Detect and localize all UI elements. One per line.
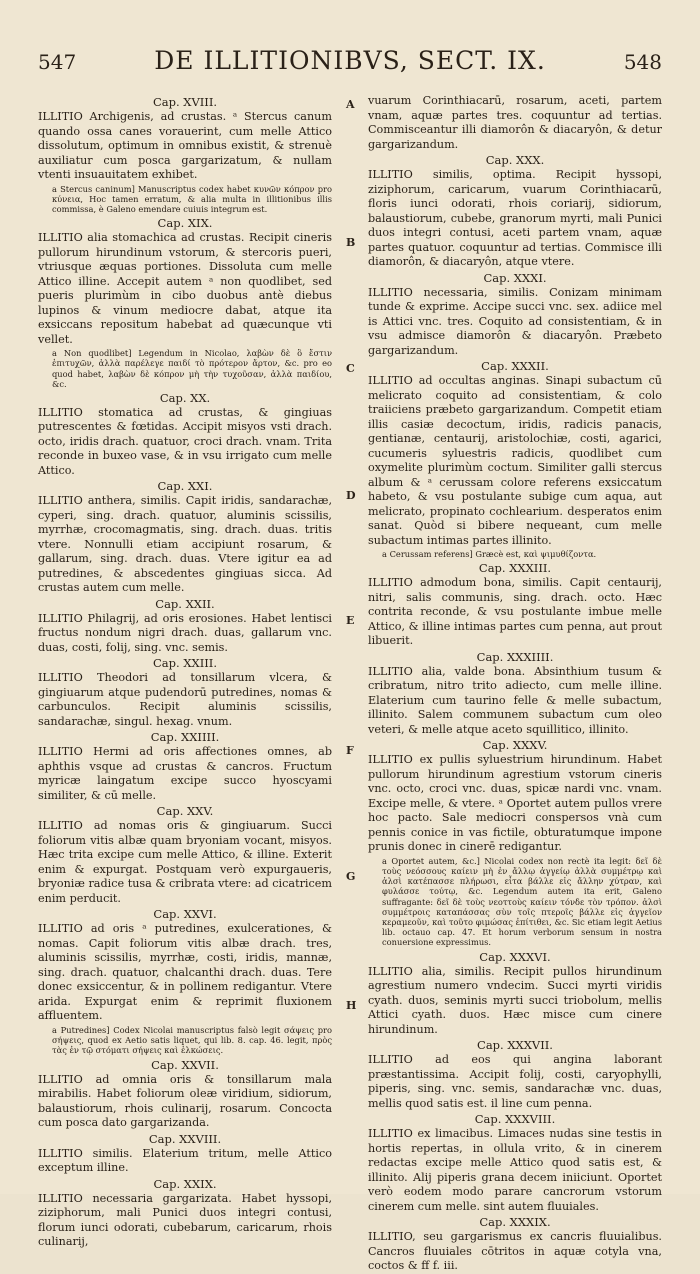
chapter-heading: Cap. XXII. <box>155 596 215 611</box>
recipe-paragraph: ILLITIO necessaria gargarizata. Habet hyssopi, ziziphorum, mali Punici duos integri contusi, florum iunci odorati, cubebarum, caricarum, rhois culinarij, <box>38 1191 332 1249</box>
recipe-paragraph: ILLITIO anthera, similis. Capit iridis, sandarachæ, cyperi, sing. drach. quatuor, aluminis scissilis, myrrhæ, crocomagmatis, sing. drach. duas. tritis vtere. Nonnulli etiam accipiunt rosarum, & gallarum, sing. drach. duas. Vtere igitur ea ad putredines, & abscedentes gingiuas sicca. Ad crustas autem cum melle. <box>38 494 332 595</box>
chapter-heading: Cap. XXXIII. <box>478 561 552 576</box>
annotation-note: a Stercus caninum] Manuscriptus codex habet κυνῶν κόπρον pro κύνεια, Hoc tamen erratum, & alia multa in illitionibus illis commissa, è Galeno emendare cuiuis integrum est. <box>52 183 332 214</box>
margin-letter: E <box>346 614 355 627</box>
chapter-heading: Cap. XIX. <box>157 216 213 231</box>
running-header <box>38 46 662 80</box>
recipe-paragraph: ILLITIO Hermi ad oris affectiones omnes, ab aphthis vsque ad crustas & cancros. Fructum myricæ laingatum excipe succo hyoscyami similiter, & cū melle. <box>38 745 332 802</box>
chapter-heading: Cap. XXVII. <box>151 1057 219 1072</box>
recipe-paragraph: ILLITIO necessaria, similis. Conizam minimam tunde & exprime. Accipe succi vnc. sex. adiice mel is Attici vnc. tres. Coquito ad consistentiam, & in vsu admisce diamorôn & diacaryôn. Præbeto gargarizandum. <box>368 285 662 357</box>
text-columns <box>38 94 662 1273</box>
recipe-paragraph: ILLITIO alia, valde bona. Absinthium tusum & cribratum, nitro trito adiecto, cum melle illine. Elaterium cum taurino felle & melle subactum, illinito. Salem communem subactum cum oleo veteri, & melle atque aceto squillitico, illinito. <box>368 664 662 736</box>
recipe-paragraph: ILLITIO ad nomas oris & gingiuarum. Succi foliorum vitis albæ quam bryoniam vocant, misyos. Hæc trita excipe cum melle Attico, & illine. Exterit enim & expurgat. Postquam verò expurgaueris, bryoniæ radice tusa & cribrata vtere: ad cicatricem enim perducit. <box>38 819 332 905</box>
chapter-heading: Cap. XXV. <box>156 804 214 819</box>
recipe-paragraph: ILLITIO ex pullis syluestrium hirundinum. Habet pullorum hirundinum agrestium vstorum cineris vnc. octo, croci vnc. duas, spicæ nardi vnc. vnam. Excipe melle, & vtere. ᵃ Oportet autem pullos vrere hoc pacto. Sale mediocri conspersos vnà cum pennis conice in vas fictile, obturatumque impone prunis donec in cinerē redigantur. <box>368 753 662 854</box>
margin-letter: B <box>346 236 356 249</box>
recipe-paragraph: ILLITIO alia stomachica ad crustas. Recipit cineris pullorum hirundinum vstorum, & stercoris pueri, vtriusque æquas portiones. Dissoluta cum melle Attico illine. Accepit autem ᵃ non quodlibet, sed pueris plurimùm in cibo duobus antè diebus lupinos & vinum mediocre dabat, atque ita exsiccans repositum habebat ad quæcunque vti vellet. <box>38 231 332 346</box>
margin-letter: G <box>346 870 356 883</box>
recipe-paragraph: ILLITIO admodum bona, similis. Capit centaurij, nitri, salis communis, sing. drach. octo. Hæc contrita reconde, & vsu postulante imbue melle Attico, & illine intimas partes cum penna, aut prout libuerit. <box>368 576 662 648</box>
recipe-paragraph: ILLITIO Philagrij, ad oris erosiones. Habet lentisci fructus nondum nigri drach. duas, gallarum vnc. duas, costi, folij, sing. vnc. semis. <box>38 611 332 654</box>
margin-letter: A <box>346 98 355 111</box>
chapter-heading: Cap. XXI. <box>157 479 213 494</box>
recipe-paragraph: ILLITIO ad eos qui angina laborant præstantissima. Accipit folij, costi, caryophylli, piperis, sing. vnc. semis, sandarachæ vnc. duas, mellis quod satis est. il line cum penna. <box>368 1053 662 1110</box>
recipe-paragraph: ILLITIO stomatica ad crustas, & gingiuas putrescentes & fœtidas. Accipit misyos vsti drach. octo, iridis drach. quatuor, croci drach. vnam. Trita reconde in buxeo vase, & in vsu irrigato cum melle Attico. <box>38 405 332 477</box>
recipe-paragraph: vuarum Corinthiacarū, rosarum, aceti, partem vnam, aquæ partes tres. coquuntur ad tertias. Commisceantur illi diamorôn & diacaryôn, & detur gargarizandum. <box>368 94 662 151</box>
recipe-paragraph: ILLITIO Archigenis, ad crustas. ᵃ Stercus canum quando ossa canes vorauerint, cum melle Attico dissolutum, optimum in omnibus existit, & strenuè auxiliatur cum posca gargarizatum, & nullam vtenti insuauitatem exhibet. <box>38 110 332 181</box>
margin-letter: D <box>346 489 356 502</box>
chapter-heading: Cap. XVIII. <box>152 95 218 109</box>
chapter-heading: Cap. XXVI. <box>153 907 217 922</box>
annotation-note: a Oportet autem, &c.] Nicolai codex non rectè ita legit: δεῖ δὲ τοὺς νεόσσους καίειν μὴ ἐν ἄλλῳ ἀγγείῳ ἀλλὰ συμμέτρῳ καὶ ἀλσὶ κατέπασσε πλήρωσι, εἶτα βάλλε εἰς ἄλλην χύτραν, καὶ φυλάσσε τούτῳ, &c. Legendum autem ita erit, Galeno suffragante: δεῖ δὲ τοὺς νεοττοὺς καίειν τόνδε τὸν τρόπον. ἀλσὶ συμμέτροις καταπάσσας σὺν τοῖς πτεροῖς βάλλε εἰς ἀγγεῖον κεραμεοῦν, καὶ τοῦτο φιμώσας ἐπίτιθει, &c. Sic etiam legit Aetius lib. octauo cap. 47. Et horum verborum sensum in nostra conuersione expressimus. <box>382 855 662 948</box>
recipe-paragraph: ILLITIO ad oris ᵃ putredines, exulcerationes, & nomas. Capit foliorum vitis albæ drach. tres, aluminis scissilis, myrrhæ, costi, iridis, mannæ, sing. drach. quatuor, chalcanthi drach. duas. Tere donec exsiccentur, & in pollinem redigantur. Vtere arida. Expurgat enim & reprimit fluxionem affluentem. <box>38 922 332 1023</box>
recipe-paragraph: ILLITIO ad omnia oris & tonsillarum mala mirabilis. Habet foliorum oleæ viridium, sidiorum, balaustiorum, rhois culinarij, rosarum. Concocta cum posca dato gargarizanda. <box>38 1072 332 1130</box>
chapter-heading: Cap. XXVIII. <box>148 1131 222 1146</box>
margin-letter: C <box>346 362 355 375</box>
recipe-paragraph: ILLITIO alia, similis. Recipit pullos hirundinum agrestium numero vndecim. Succi myrti viridis cyath. duos, seminis myrti succi triobolum, mellis Attici cyath. duos. Hæc misce cum cinere hirundinum. <box>368 964 662 1036</box>
chapter-heading: Cap. XXIII. <box>153 656 217 671</box>
page-number-right: 548 <box>623 50 662 74</box>
chapter-heading: Cap. XXXVIII. <box>474 1112 556 1127</box>
chapter-heading: Cap. XXIX. <box>153 1176 217 1191</box>
recipe-paragraph: ILLITIO similis. Elaterium tritum, melle Attico exceptum illine. <box>38 1146 332 1175</box>
chapter-heading: Cap. XXIIII. <box>150 730 220 745</box>
left-column <box>38 94 332 1250</box>
chapter-heading: Cap. XXXVI. <box>479 949 551 964</box>
annotation-note: a Non quodlibet] Legendum in Nicolao, λαβὼν δὲ ὃ ἔστιν ἐπιτυχῶν, ἀλλὰ παρέλεγε παιδί τὸ πρότερον ἄρτον, &c. pro eo quod habet, λαβὼν δὲ κόπρον μὴ τὴν τυχοῦσαν, ἀλλὰ παιδίου, &c. <box>52 348 332 389</box>
recipe-paragraph: ILLITIO ex limacibus. Limaces nudas sine testis in hortis repertas, in ollula vrito, & in cinerem redactas excipe melle Attico quod satis est, & illinito. Alij piperis grana decem iniiciunt. Oportet verò eodem modo parare cancrorum vstorum cinerem cum melle. sint autem fluuiales. <box>368 1127 662 1213</box>
recipe-paragraph: ILLITIO, seu gargarismus ex cancris fluuialibus. Cancros fluuiales cōtritos in aquæ cotyla vna, coctos & ff f. iii. <box>368 1230 662 1273</box>
chapter-heading: Cap. XXX. <box>485 153 545 167</box>
chapter-heading: Cap. XXXVII. <box>477 1038 553 1053</box>
chapter-heading: Cap. XXXIIII. <box>476 649 554 664</box>
margin-letter: F <box>346 744 354 757</box>
running-title: DE ILLITIONIBVS, SECT. IX. <box>154 46 546 75</box>
chapter-heading: Cap. XXXI. <box>483 270 547 285</box>
chapter-heading: Cap. XXXIX. <box>479 1215 551 1230</box>
recipe-paragraph: ILLITIO Theodori ad tonsillarum vlcera, & gingiuarum atque pudendorū putredines, nomas & carbunculos. Recipit aluminis scissilis, sandarachæ, singul. hexag. vnum. <box>38 671 332 728</box>
page-number-left: 547 <box>38 50 77 74</box>
chapter-heading: Cap. XX. <box>159 390 211 405</box>
recipe-paragraph: ILLITIO ad occultas anginas. Sinapi subactum cū melicrato coquito ad consistentiam, & colo traiiciens præbeto gargarizandum. Competit etiam illis casiæ decoctum, iridis, radicis panacis, gentianæ, centaurij, aristolochiæ, costi, agarici, cucumeris syluestris radicis, quodlibet cum oxymelite plurimùm coctum. Similiter galli stercus album & ᵃ cerussam colore referens exsiccatum habeto, & vsu postulante subige cum aqua, aut melicrato, propinato cochlearium. desperatos enim sanat. Quòd si bibere nequeant, cum melle subactum intimas partes illinito. <box>368 374 662 547</box>
right-column <box>368 94 662 1274</box>
annotation-note: a Cerussam referens] Græcè est, καὶ ψιμυθίζοντα. <box>382 549 597 559</box>
recipe-paragraph: ILLITIO similis, optima. Recipit hyssopi, ziziphorum, caricarum, vuarum Corinthiacarū, floris iunci odorati, rhois coriarij, sidiorum, balaustiorum, cubebe, granorum myrti, mali Punici duos integri contusi, aceti partem vnam, aquæ partes quatuor. coquuntur ad tertias. Commisce illi diamorôn, & diacaryôn, atque vtere. <box>368 168 662 268</box>
margin-letters <box>336 94 364 1174</box>
chapter-heading: Cap. XXXII. <box>481 359 549 373</box>
margin-letter: H <box>346 999 357 1012</box>
chapter-heading: Cap. XXXV. <box>482 738 548 753</box>
annotation-note: a Putredines] Codex Nicolai manuscriptus falsò legit σάψεις pro σήψεις, quod ex Aetio satis liquet, qui lib. 8. cap. 46. legit, πρὸς τὰς ἐν τῷ στόματι σήψεις καὶ ἑλκώσεις. <box>52 1024 332 1056</box>
